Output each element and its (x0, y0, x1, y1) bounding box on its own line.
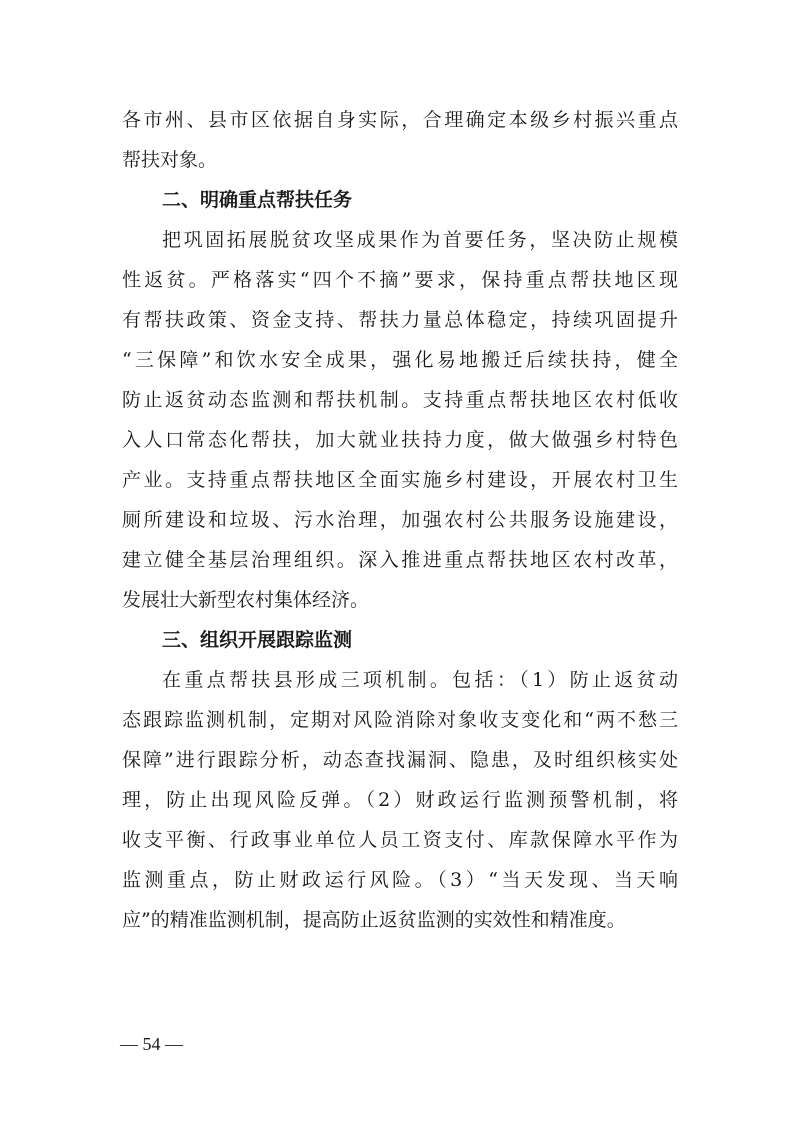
section-heading (122, 180, 678, 220)
heading-text: 三、组织开展跟踪监测 (162, 629, 353, 651)
text-line: 在重点帮扶县形成三项机制。包括：（1）防止返贫动 (162, 669, 678, 691)
text-line: 理，防止出现风险反弹。（2）财政运行监测预警机制，将 (122, 789, 678, 811)
text-line: “三保障”和饮水安全成果，强化易地搬迁后续扶持，健全 (122, 349, 678, 371)
section-heading (122, 620, 678, 660)
text-line: 帮扶对象。 (122, 149, 218, 171)
text-line: 防止返贫动态监测和帮扶机制。支持重点帮扶地区农村低收 (122, 389, 678, 411)
page-number: — 54 — (120, 1034, 183, 1054)
text-line: 厕所建设和垃圾、污水治理，加强农村公共服务设施建设， (122, 509, 678, 531)
text-line: 产业。支持重点帮扶地区全面实施乡村建设，开展农村卫生 (122, 469, 678, 491)
text-line: 监测重点，防止财政运行风险。（3）“当天发现、当天响 (122, 869, 678, 891)
text-line: 发展壮大新型农村集体经济。 (122, 589, 370, 611)
text-line: 保障”进行跟踪分析，动态查找漏洞、隐患，及时组织核实处 (122, 749, 678, 771)
paragraph (122, 100, 678, 180)
text-line: 有帮扶政策、资金支持、帮扶力量总体稳定，持续巩固提升 (122, 309, 678, 331)
text-line: 性返贫。严格落实“四个不摘”要求，保持重点帮扶地区现 (122, 269, 678, 291)
text-line: 把巩固拓展脱贫攻坚成果作为首要任务，坚决防止规模 (162, 229, 678, 251)
heading-text: 二、明确重点帮扶任务 (162, 189, 353, 211)
document-body (122, 100, 678, 940)
text-line: 入人口常态化帮扶，加大就业扶持力度，做大做强乡村特色 (122, 429, 678, 451)
text-line: 收支平衡、行政事业单位人员工资支付、库款保障水平作为 (122, 829, 678, 851)
text-line: 应”的精准监测机制，提高防止返贫监测的实效性和精准度。 (122, 909, 626, 931)
paragraph (122, 220, 678, 620)
text-line: 态跟踪监测机制，定期对风险消除对象收支变化和“两不愁三 (122, 709, 678, 731)
paragraph (122, 660, 678, 940)
text-line: 建立健全基层治理组织。深入推进重点帮扶地区农村改革， (122, 549, 678, 571)
text-line: 各市州、县市区依据自身实际，合理确定本级乡村振兴重点 (122, 109, 678, 131)
